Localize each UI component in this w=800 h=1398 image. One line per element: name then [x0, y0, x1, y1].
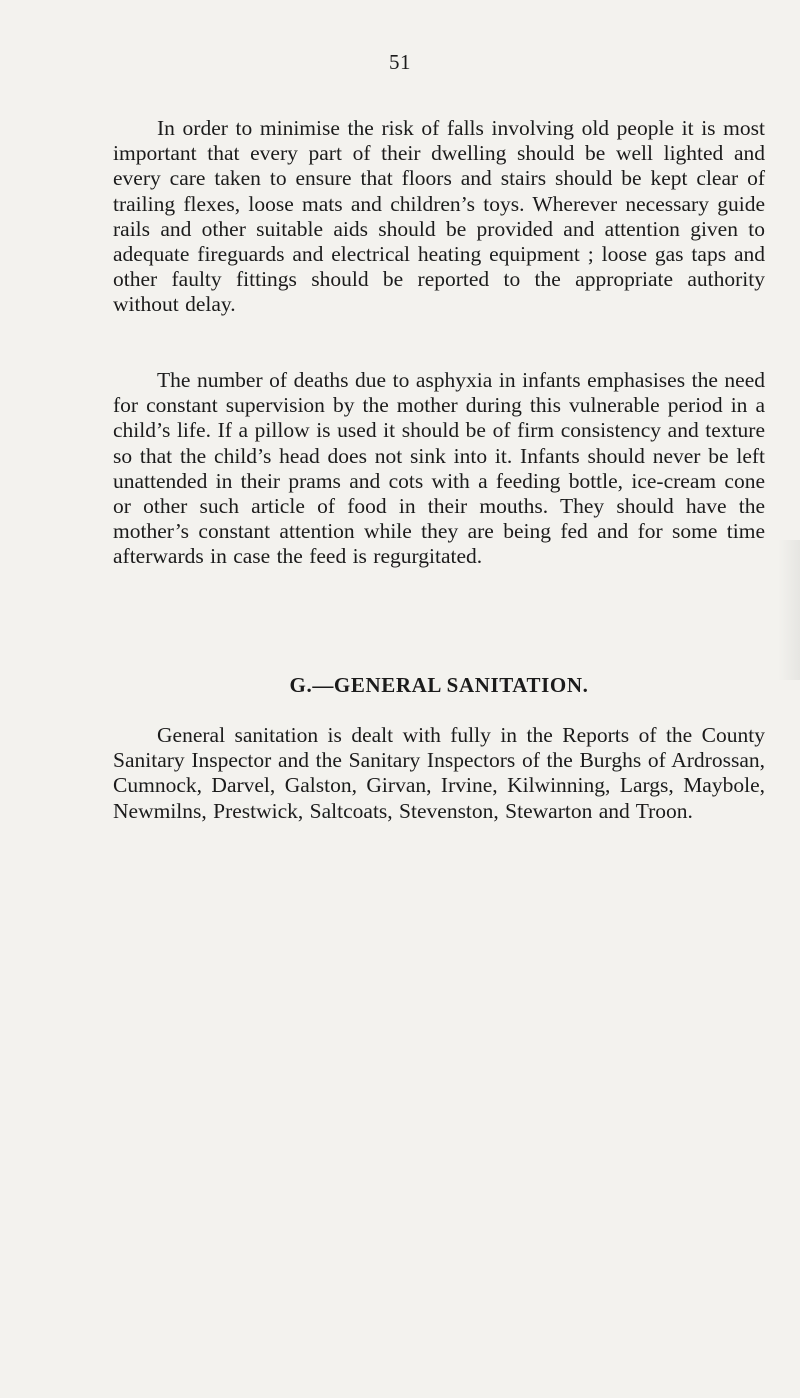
paragraph-general-sanitation: General sanitation is dealt with fully in the Reports of the County Sanitary Inspector and the Sanitary Inspectors of the Burghs of Ardrossan, Cumnock, Darvel, Galston, Girvan, Irvine, Kilwinning, Largs, Maybole, Newmilns, Prestwick, Saltcoats, Stevenston, Stewarton and Troon. — [113, 723, 765, 823]
show-through-shadow — [778, 540, 800, 680]
paragraph-falls-prevention: In order to minimise the risk of falls involving old people it is most important that every part of their dwelling should be well lighted and every care taken to ensure that floors and stairs should be kept clear of trailing flexes, loose mats and children’s toys. Wherever necessary guide rails and other suitable aids should be provided and attention given to adequate fireguards and electrical heating equipment ; loose gas taps and other faulty fittings should be reported to the appropriate authority without delay. — [113, 116, 765, 317]
section-heading: G.—GENERAL SANITATION. — [289, 673, 589, 697]
paragraph-infant-asphyxia: The number of deaths due to asphyxia in infants emphasises the need for constant supervision by the mother during this vulnerable period in a child’s life. If a pillow is used it should be of firm consistency and texture so that the child’s head does not sink into it. Infants should never be left unattended in their prams and cots with a feeding bottle, ice-cream cone or other such article of food in their mouths. They should have the mother’s constant attention while they are being fed and for some time afterwards in case the feed is regurgitated. — [113, 368, 765, 569]
page-number: 51 — [389, 50, 411, 74]
